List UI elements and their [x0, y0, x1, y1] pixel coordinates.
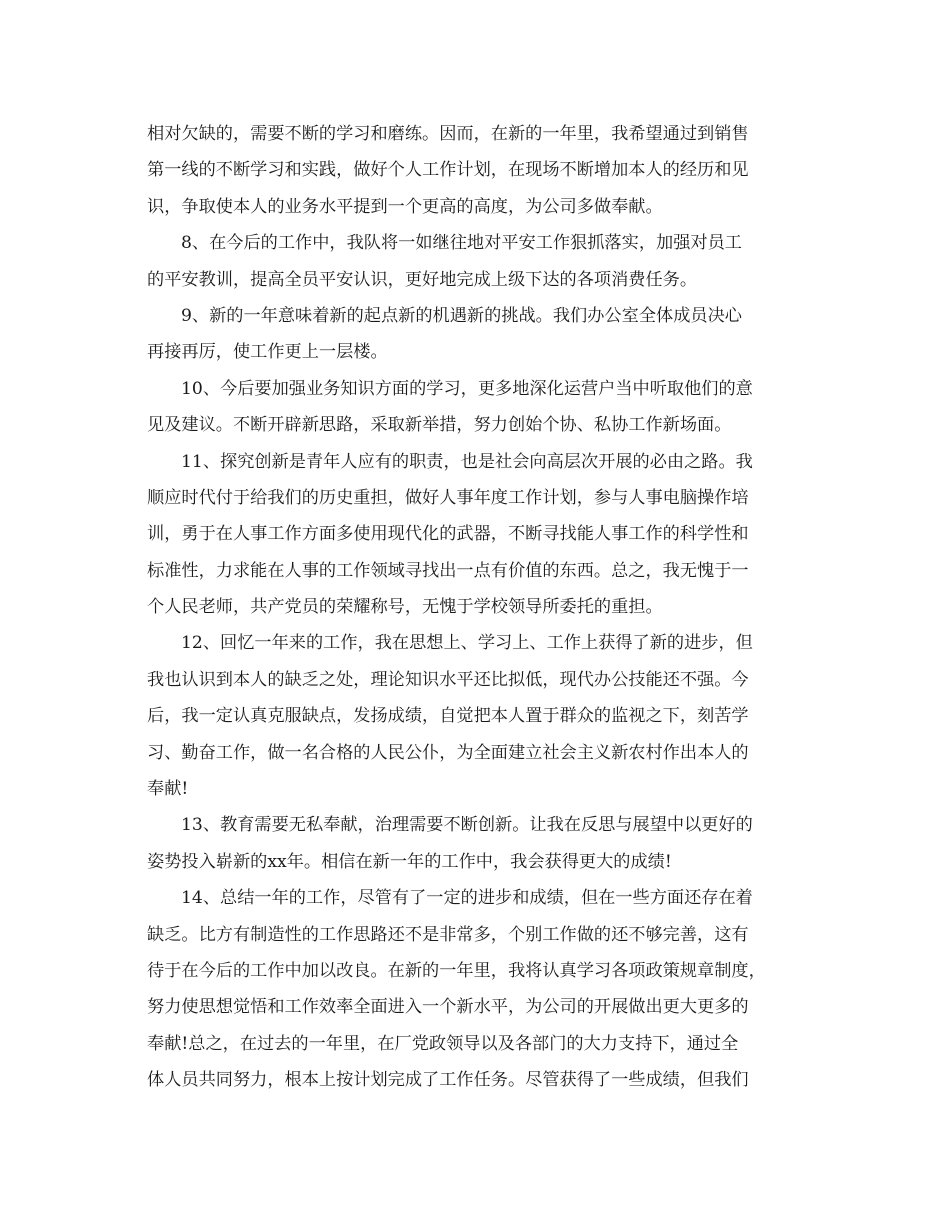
text-line: 努力使思想觉悟和工作效率全面进入一个新水平，为公司的开展做出更大更多的 — [147, 997, 749, 1018]
text-line: 待于在今后的工作中加以改良。在新的一年里，我将认真学习各项政策规章制度， — [147, 960, 766, 981]
text-line: 个人民老师，共产党员的荣耀称号，无愧于学校领导所委托的重担。 — [147, 597, 663, 618]
text-line: 识，争取使本人的业务水平提到一个更高的高度，为公司多做奉献。 — [147, 196, 663, 217]
text-line: 13、教育需要无私奉献，治理需要不断创新。让我在反思与展望中以更好的 — [181, 815, 753, 836]
text-line: 10、今后要加强业务知识方面的学习，更多地深化运营户当中听取他们的意 — [181, 378, 753, 399]
text-line: 第一线的不断学习和实践，做好个人工作计划，在现场不断增加本人的经历和见 — [147, 160, 749, 181]
text-line: 的平安教训，提高全员平安认识，更好地完成上级下达的各项消费任务。 — [147, 269, 698, 290]
text-line: 习、勤奋工作，做一名合格的人民公仆，为全面建立社会主义新农村作出本人的 — [147, 742, 749, 763]
text-line: 相对欠缺的，需要不断的学习和磨练。因而，在新的一年里，我希望通过到销售 — [147, 124, 749, 144]
text-line: 奉献!总之，在过去的一年里，在厂党政领导以及各部门的大力支持下，通过全 — [147, 1033, 739, 1054]
text-line: 再接再厉，使工作更上一层楼。 — [147, 342, 388, 363]
document-body — [147, 116, 812, 1099]
text-line: 8、在今后的工作中，我队将一如继往地对平安工作狠抓落实，加强对员工 — [181, 233, 742, 254]
text-line: 顺应时代付于给我们的历史重担，做好人事年度工作计划，参与人事电脑操作培 — [147, 487, 749, 508]
text-line: 11、探究创新是青年人应有的职责，也是社会向高层次开展的必由之路。我 — [181, 451, 753, 472]
text-line: 后，我一定认真克服缺点，发扬成绩，自觉把本人置于群众的监视之下，刻苦学 — [147, 706, 749, 727]
text-line: 标准性，力求能在人事的工作领域寻找出一点有价值的东西。总之，我无愧于一 — [147, 560, 749, 581]
text-line: 12、回忆一年来的工作，我在思想上、学习上、工作上获得了新的进步，但 — [181, 633, 753, 654]
text-line: 奉献! — [147, 779, 189, 800]
text-line: 9、新的一年意味着新的起点新的机遇新的挑战。我们办公室全体成员决心 — [181, 305, 742, 326]
text-line: 14、总结一年的工作，尽管有了一定的进步和成绩，但在一些方面还存在着 — [181, 888, 753, 909]
text-line: 我也认识到本人的缺乏之处，理论知识水平还比拟低，现代办公技能还不强。今 — [147, 669, 749, 690]
text-line: 见及建议。不断开辟新思路，采取新举措，努力创始个协、私协工作新场面。 — [147, 415, 732, 436]
text-line: 姿势投入崭新的xx年。相信在新一年的工作中，我会获得更大的成绩! — [147, 851, 672, 872]
text-line: 体人员共同努力，根本上按计划完成了工作任务。尽管获得了一些成绩，但我们 — [147, 1070, 749, 1091]
text-line: 缺乏。比方有制造性的工作思路还不是非常多，个别工作做的还不够完善，这有 — [147, 924, 749, 945]
text-line: 训，勇于在人事工作方面多使用现代化的武器，不断寻找能人事工作的科学性和 — [147, 524, 749, 545]
